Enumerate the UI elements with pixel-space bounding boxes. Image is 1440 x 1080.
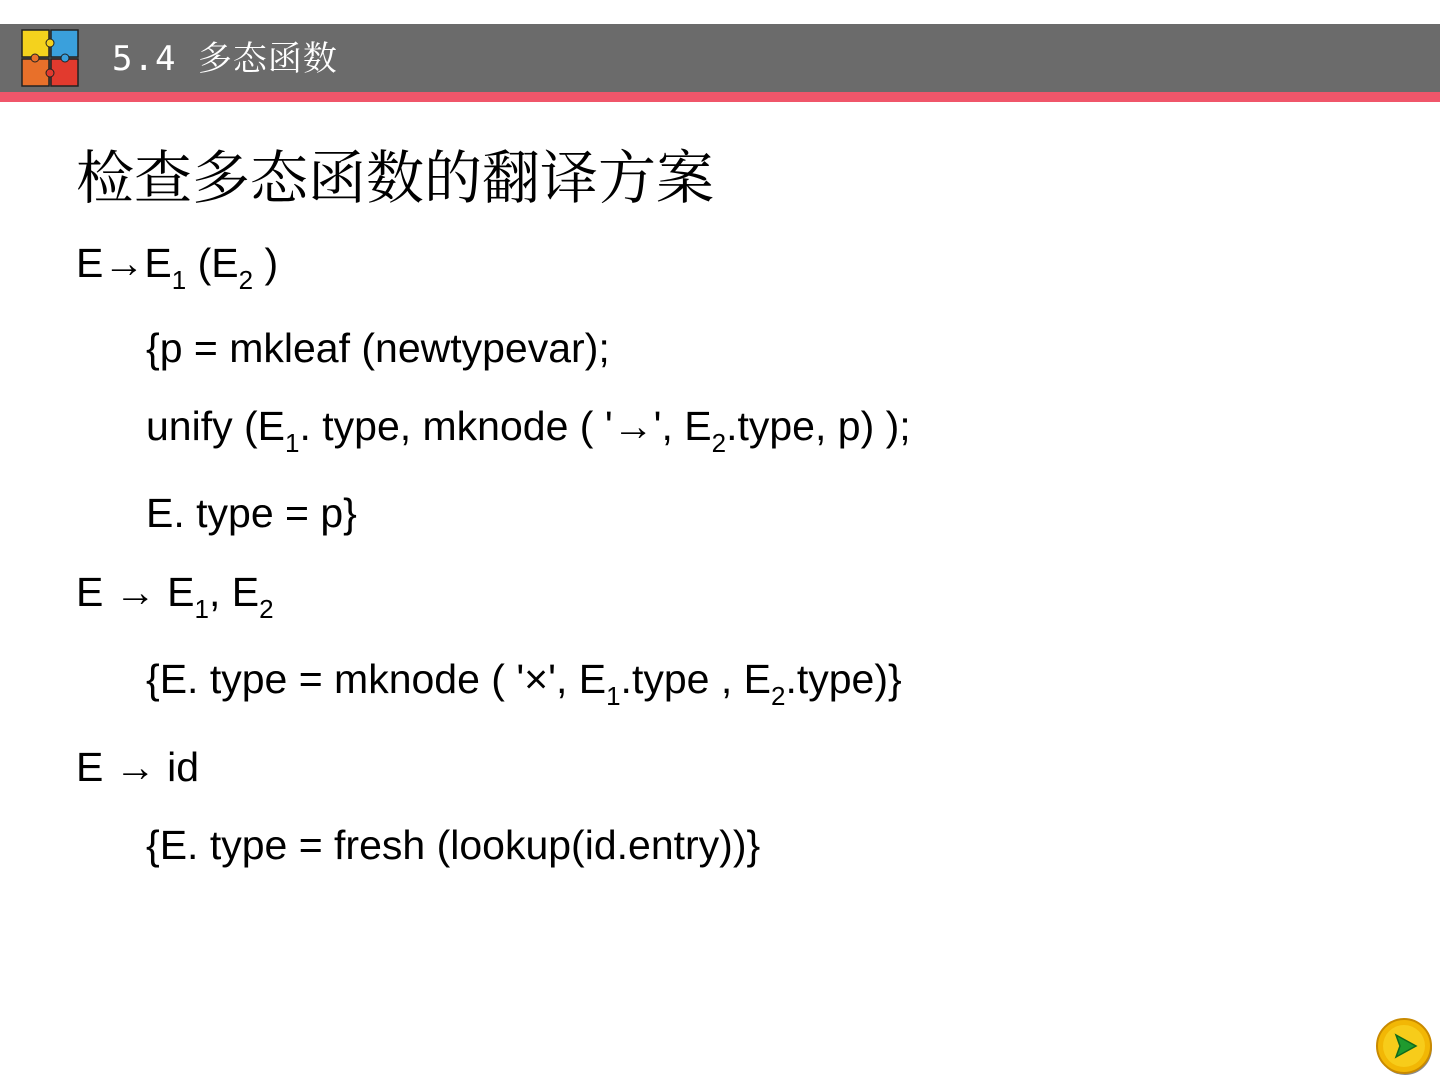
action-line: {E. type = fresh (lookup(id.entry))} bbox=[146, 822, 761, 868]
text-segment: {E. type = mknode ( '×', E bbox=[146, 656, 607, 702]
text-segment: (E bbox=[186, 240, 239, 286]
puzzle-logo-icon bbox=[20, 28, 80, 88]
text-segment: .type , E bbox=[620, 656, 771, 702]
slide-title: 检查多态函数的翻译方案 bbox=[76, 144, 715, 212]
production-rhs: id bbox=[167, 744, 200, 790]
action-line bbox=[146, 401, 911, 456]
production-lhs: E bbox=[76, 569, 104, 615]
text-segment: .type, p) ); bbox=[726, 403, 911, 449]
text-segment: .type)} bbox=[785, 656, 902, 702]
text-segment: . type, mknode ( '→', E bbox=[299, 403, 712, 449]
production-rule-pair bbox=[76, 567, 274, 622]
production-lhs: E bbox=[76, 240, 104, 286]
action-line bbox=[146, 654, 902, 709]
header-accent-line bbox=[0, 92, 1440, 102]
text-segment: E bbox=[144, 240, 172, 286]
production-lhs: E bbox=[76, 744, 104, 790]
production-rule-call bbox=[76, 238, 278, 293]
text-segment: unify (E bbox=[146, 403, 285, 449]
subscript: 2 bbox=[711, 428, 727, 458]
section-title: 5.4 多态函数 bbox=[112, 39, 338, 79]
production-rule-id bbox=[76, 742, 199, 792]
text-segment: , E bbox=[208, 569, 260, 615]
next-arrow-icon[interactable] bbox=[1374, 1016, 1434, 1076]
text-segment: E bbox=[167, 569, 195, 615]
production-arrow: → bbox=[103, 569, 168, 615]
subscript: 2 bbox=[238, 265, 254, 295]
subscript: 1 bbox=[606, 681, 621, 711]
action-line: {p = mkleaf (newtypevar); bbox=[146, 325, 610, 371]
subscript: 2 bbox=[770, 681, 786, 711]
action-line: E. type = p} bbox=[146, 490, 357, 536]
subscript: 1 bbox=[194, 594, 209, 624]
subscript: 2 bbox=[259, 594, 274, 624]
subscript: 1 bbox=[171, 265, 187, 295]
production-arrow: → bbox=[103, 240, 145, 286]
text-segment: ) bbox=[253, 240, 279, 286]
subscript: 1 bbox=[285, 428, 300, 458]
production-arrow: → bbox=[103, 744, 168, 790]
